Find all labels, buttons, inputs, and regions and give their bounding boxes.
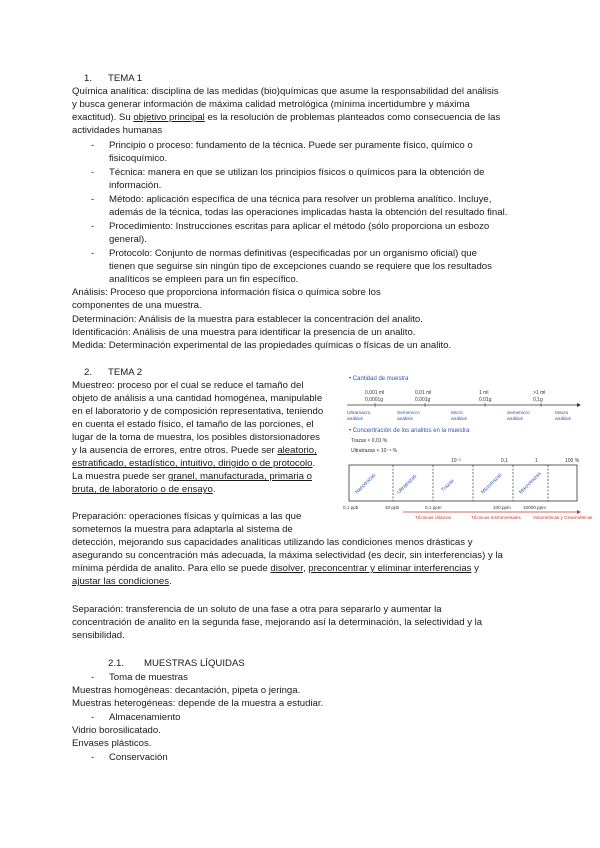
bullet-protocolo-l2: tienen que seguirse sin ningún tipo de excepciones cuando se requiere que los resultados: [109, 261, 492, 272]
analisis-l2: componentes de una muestra.: [72, 300, 202, 311]
bullet-dash: -: [91, 194, 95, 205]
muestras-homogeneas: Muestras homogéneas: decantación, pipeta o jeringa.: [72, 685, 301, 696]
muestra-tipos-a: granel, manufacturada, primaria o: [168, 471, 312, 482]
fig-title-concentracion: • Concentración de los analitos en la muestra: [349, 428, 470, 434]
muestreo-l8: [72, 471, 312, 483]
identificacion: Identificación: Análisis de una muestra para identificar la presencia de un analito.: [72, 327, 416, 338]
bullet-protocolo-l1: Protocolo: Conjunto de normas definitivas (especificadas por un organismo oficial) que: [109, 248, 477, 259]
qa-text-c: es la resolución de problemas planteados como consecuencia de las: [204, 112, 501, 123]
conj: y: [471, 563, 479, 574]
bullet-dash: -: [91, 672, 95, 683]
type-a: Macro: [555, 411, 569, 416]
vidrio: Vidrio borosilicatado.: [72, 725, 161, 736]
quimica-analitica-line2: y busca generar información de máxima calidad metrológica (mínima incertidumbre y máxima: [72, 99, 470, 110]
type-b: análisis: [397, 417, 413, 422]
bullet-principio-l1: Principio o proceso: fundamento de la técnica. Puede ser puramente físico, químico o: [109, 140, 473, 151]
bullet-tecnica-l2: información.: [109, 180, 162, 191]
muestreo-l6: [72, 445, 317, 457]
type-a: Semimicro: [507, 411, 530, 416]
preparacion-l4: asegurando su concentración más adecuada, la máxima selectividad (es decir, sin interferencias) y la: [72, 550, 503, 561]
muestreo-l3: en el laboratorio y de composición representativa, teniendo: [72, 406, 324, 417]
size-bot: 0,0001g: [365, 397, 384, 403]
qa-text-a: exactitud). Su: [72, 112, 134, 123]
bullet-protocolo-l3: analíticos se empleen para un fin específico.: [109, 274, 299, 285]
technique-label: Técnicas clásicas: [415, 515, 451, 520]
fig-title-cantidad: • Cantidad de muestra: [349, 376, 409, 382]
arrow-icon: [577, 403, 581, 407]
muestreo-l8-text: La muestra puede ser: [72, 471, 168, 482]
muestreo-l9: [72, 484, 215, 496]
quimica-analitica-term: Química analítica: [72, 86, 147, 97]
diag-label: Microtrazas: [480, 472, 504, 496]
comma: ,: [302, 563, 309, 574]
type-a: Semimicro: [397, 411, 420, 416]
size-bot: 0,1g: [533, 397, 543, 403]
preparacion-l1: Preparación: operaciones físicas y químicas a las que: [72, 511, 302, 522]
diag-label: Trazas: [440, 478, 456, 494]
preparacion-l6: [72, 576, 172, 588]
ppm-label: 0,1 ppm: [425, 505, 442, 510]
separacion-l3: sensibilidad.: [72, 630, 125, 641]
bullet-dash: -: [91, 712, 95, 723]
tema2-title: TEMA 2: [108, 367, 143, 378]
envases: Envases plásticos.: [72, 738, 152, 749]
technique-label: Volumétricas y Gravimétricas: [533, 515, 593, 520]
pct-label: 1: [535, 458, 538, 464]
ppm-label: 10 ppb: [385, 505, 400, 510]
diag-label: Ultratrazas: [396, 473, 419, 496]
tema1-title: TEMA 1: [108, 73, 143, 84]
analisis-l1: Análisis: Proceso que proporciona información física o química sobre los: [72, 287, 381, 298]
pct-label: 10⁻²: [451, 458, 461, 464]
muestreo-l5: lugar de la toma de muestra, los posibles distorsionadores: [72, 432, 320, 443]
ajustar-condiciones: ajustar las condiciones: [72, 576, 170, 587]
type-b: análisis: [555, 417, 571, 422]
pct-label: 0,1: [501, 458, 508, 464]
bullet-tecnica-l1: Técnica: manera en que se utilizan los principios físicos o químicos para la obtención de: [109, 167, 485, 178]
ppm-label: 0,1 ppb: [343, 505, 359, 510]
subsection-title: MUESTRAS LÍQUIDAS: [144, 658, 245, 669]
sample-scale-figure: [343, 370, 593, 522]
quimica-analitica-line4: actividades humanas: [72, 125, 163, 136]
determinacion: Determinación: Análisis de la muestra para establecer la concentración del analito.: [72, 314, 423, 325]
trazas-label: Trazas < 0,01 %: [351, 438, 388, 444]
size-bot: 0,001g: [415, 397, 431, 403]
muestreo-l7: [72, 458, 315, 470]
type-b: análisis: [347, 417, 363, 422]
period: .: [312, 458, 316, 469]
size-top: 0,001 ml: [365, 390, 385, 396]
separacion-l2: concentración de analito en la segunda fase, mejorando así la determinación, la selectividad y la: [72, 617, 483, 628]
type-b: análisis: [451, 417, 467, 422]
technique-label: Técnicas Instrumentales: [471, 515, 521, 520]
bullet-metodo-l1: Método: aplicación específica de una técnica para resolver un problema analítico. Incluye,: [109, 194, 492, 205]
disolver: disolver: [270, 563, 303, 574]
muestreo-l6-text: y la ausencia de errores, entre otros. Puede ser: [72, 445, 278, 456]
size-top: 1 ml: [479, 390, 489, 396]
bullet-procedimiento-l2: general).: [109, 234, 147, 245]
muestras-heterogeneas: Muestras heterogéneas: depende de la muestra a estudiar.: [72, 698, 324, 709]
muestra-tipos-b: bruta, de laboratorio o de ensayo: [72, 484, 213, 495]
type-b: análisis: [507, 417, 523, 422]
bullet-dash: -: [91, 248, 95, 259]
bullet-procedimiento-l1: Procedimiento: Instrucciones escritas para aplicar el método (sólo proporciona un esbozo: [109, 221, 490, 232]
type-a: Micro: [451, 411, 463, 416]
bullet-dash: -: [91, 167, 95, 178]
toma-muestras: Toma de muestras: [109, 672, 188, 683]
muestreo-tipos: estratificado, estadístico, intuitivo, dirigido o de protocolo: [72, 458, 313, 469]
type-a: Ultramacro: [347, 411, 371, 416]
subsection-number: 2.1.: [108, 658, 125, 669]
size-top: 0,01 ml: [415, 390, 432, 396]
quimica-analitica-line1: [72, 86, 499, 98]
diag-label: Nanotrazas: [354, 472, 378, 496]
quimica-analitica-line3: [72, 112, 500, 124]
bullet-metodo-l2: además de la técnica, todas las operaciones implicadas hasta la obtención del resultado final.: [109, 207, 508, 218]
tema1-number: 1.: [84, 73, 93, 84]
muestreo-l4: en cuenta el estado físico, el tamaño de las porciones, el: [72, 419, 314, 430]
preparacion-l5: [72, 563, 479, 575]
bullet-dash: -: [91, 140, 95, 151]
quimica-analitica-text: : disciplina de las medidas (bio)químicas que asume la responsabilidad del análisis: [146, 86, 499, 97]
objetivo-principal: objetivo principal: [133, 112, 205, 123]
separacion-l1: Separación: transferencia de un soluto de una fase a otra para separarlo y aumentar la: [72, 604, 442, 615]
muestreo-l2: objeto de análisis a una cantidad homogénea, manipulable: [72, 393, 323, 404]
period: .: [169, 576, 172, 587]
medida: Medida: Determinación experimental de las propiedades químicas o físicas de un analito.: [72, 340, 452, 351]
preparacion-l5-text: mínima pérdida de analito. Para ello se puede: [72, 563, 271, 574]
diag-label: Macrotrazas: [518, 470, 543, 496]
almacenamiento: Almacenamiento: [109, 712, 181, 723]
arrow-icon: [577, 510, 581, 514]
bullet-dash: -: [91, 221, 95, 232]
concentration-box: [349, 465, 577, 501]
pct-label: 100 %: [565, 458, 580, 464]
bullet-principio-l2: fisicoquímico.: [109, 153, 168, 164]
muestreo-aleatorio: aleatorio,: [277, 445, 317, 456]
ppm-label: 10000 ppm: [523, 505, 546, 510]
period: .: [212, 484, 216, 495]
size-bot: 0,01g: [479, 397, 492, 403]
preparacion-l3: detección, mejorando sus capacidades analíticas utilizando las condiciones menos drásticas y: [72, 537, 473, 548]
conservacion: Conservación: [109, 752, 168, 763]
ultratrazas-label: Ultratrazas < 10⁻⁴ %: [351, 448, 398, 454]
preparacion-l2: sometemos la muestra para adaptarla al sistema de: [72, 524, 293, 535]
tema2-number: 2.: [84, 367, 93, 378]
muestreo-l1: Muestreo: proceso por el cual se reduce el tamaño del: [72, 380, 304, 391]
ppm-label: 100 ppm: [493, 505, 511, 510]
bullet-dash: -: [91, 752, 95, 763]
size-top: >1 ml: [533, 390, 546, 396]
preconcentrar: preconcentrar y eliminar interferencias: [308, 563, 472, 574]
